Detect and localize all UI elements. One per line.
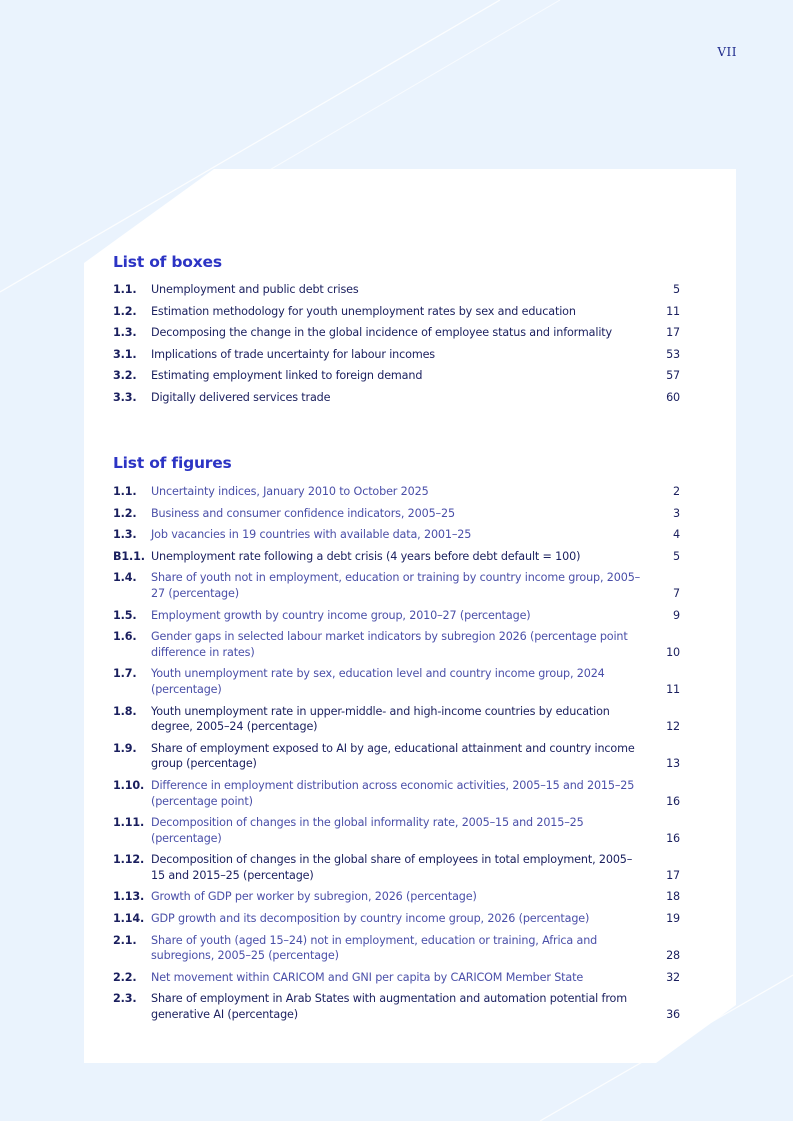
figures-entry[interactable] — [113, 908, 680, 930]
entry-page-number: 5 — [673, 283, 680, 296]
entry-page-number: 17 — [666, 868, 680, 882]
entry-number: 1.7. — [113, 667, 137, 681]
boxes-entry[interactable] — [113, 387, 680, 409]
boxes-entry[interactable] — [113, 301, 680, 323]
entry-page-number: 32 — [666, 970, 680, 984]
entry-title-link[interactable]: Share of employment in Arab States with augmentation and automation potential from generative AI (percentage) — [151, 992, 627, 1022]
entry-title-link[interactable]: Decomposing the change in the global incidence of employee status and informality — [151, 326, 613, 340]
entry-number: 3.3. — [113, 390, 137, 404]
entry-page-number: 5 — [673, 549, 680, 563]
entry-page-number: 10 — [666, 645, 680, 659]
entry-title-link[interactable]: Share of youth not in employment, education or training by country income group, 2005–27 (percentage) — [151, 571, 641, 600]
entry-number: 1.2. — [113, 304, 137, 318]
entry-number: 1.3. — [113, 528, 137, 542]
figures-entry[interactable] — [113, 988, 680, 1025]
entry-title-link[interactable]: Business and consumer confidence indicators, 2005–25 — [151, 506, 455, 520]
figures-entry[interactable] — [113, 930, 680, 967]
figures-list — [113, 481, 680, 1026]
list-of-boxes-heading: List of boxes — [113, 253, 222, 271]
entry-number: B1.1. — [113, 549, 145, 563]
entry-number: 1.9. — [113, 741, 137, 755]
figures-entry[interactable] — [113, 775, 680, 812]
boxes-entry[interactable] — [113, 279, 680, 301]
entry-title-link[interactable]: Difference in employment distribution across economic activities, 2005–15 and 2015–25 (percentage point) — [151, 778, 635, 808]
entry-number: 1.4. — [113, 571, 137, 585]
entry-title-link[interactable]: Digitally delivered services trade — [151, 390, 331, 404]
entry-number: 1.1. — [113, 283, 137, 296]
figures-entry[interactable] — [113, 967, 680, 989]
entry-number: 1.13. — [113, 890, 145, 904]
entry-number: 3.2. — [113, 369, 137, 383]
figures-entry[interactable] — [113, 663, 680, 700]
entry-title-link[interactable]: Decomposition of changes in the global informality rate, 2005–15 and 2015–25 (percentage) — [151, 816, 584, 845]
boxes-entry[interactable] — [113, 322, 680, 344]
boxes-entry[interactable] — [113, 344, 680, 366]
entry-number: 1.5. — [113, 608, 137, 622]
entry-number: 1.8. — [113, 704, 137, 718]
entry-number: 1.12. — [113, 853, 145, 867]
entry-title-link[interactable]: Share of employment exposed to AI by age, educational attainment and country income group (percentage) — [151, 741, 635, 771]
entry-page-number: 17 — [666, 326, 680, 340]
entry-page-number: 7 — [673, 586, 680, 600]
entry-title-link[interactable]: Gender gaps in selected labour market indicators by subregion 2026 (percentage point difference in rates) — [151, 630, 628, 659]
entry-page-number: 18 — [666, 890, 680, 904]
figures-entry[interactable] — [113, 886, 680, 908]
entry-page-number: 28 — [666, 949, 680, 963]
entry-title-link[interactable]: Unemployment rate following a debt crisis (4 years before debt default = 100) — [151, 549, 581, 563]
figures-entry[interactable] — [113, 605, 680, 627]
figures-entry[interactable] — [113, 481, 680, 503]
entry-title-link[interactable]: Share of youth (aged 15–24) not in employment, education or training, Africa and subregions, 2005–25 (percentage) — [151, 933, 598, 963]
entry-number: 1.10. — [113, 778, 145, 792]
entry-page-number: 11 — [666, 682, 680, 696]
entry-title-link[interactable]: Estimating employment linked to foreign demand — [151, 369, 423, 383]
figures-entry[interactable] — [113, 503, 680, 525]
entry-title-link[interactable]: Employment growth by country income group, 2010–27 (percentage) — [151, 608, 531, 622]
entry-page-number: 12 — [666, 720, 680, 734]
entry-title-link[interactable]: Youth unemployment rate in upper-middle- and high-income countries by education degree, 2005–24 (percentage) — [151, 704, 610, 734]
entry-page-number: 36 — [666, 1008, 680, 1022]
entry-page-number: 13 — [666, 757, 680, 771]
figures-entry[interactable] — [113, 567, 680, 604]
entry-title-link[interactable]: Job vacancies in 19 countries with available data, 2001–25 — [151, 528, 472, 542]
entry-page-number: 4 — [673, 528, 680, 542]
entry-number: 1.6. — [113, 630, 137, 644]
figures-entry[interactable] — [113, 626, 680, 663]
entry-number: 2.2. — [113, 970, 137, 984]
entry-page-number: 53 — [666, 347, 680, 361]
entry-title-link[interactable]: Decomposition of changes in the global share of employees in total employment, 2005–15 and 2015–25 (percentage) — [151, 853, 633, 882]
entry-number: 1.2. — [113, 506, 137, 520]
entry-page-number: 9 — [673, 608, 680, 622]
page-number: VII — [717, 45, 737, 59]
entry-title-link[interactable]: Estimation methodology for youth unemployment rates by sex and education — [151, 304, 576, 318]
figures-entry[interactable] — [113, 701, 680, 738]
figures-entry[interactable] — [113, 812, 680, 849]
boxes-entry[interactable] — [113, 365, 680, 387]
entry-number: 2.3. — [113, 992, 137, 1006]
entry-title-link[interactable]: GDP growth and its decomposition by country income group, 2026 (percentage) — [151, 912, 590, 926]
entry-page-number: 57 — [666, 369, 680, 383]
entry-number: 3.1. — [113, 347, 137, 361]
figures-entry[interactable] — [113, 546, 680, 568]
entry-number: 1.1. — [113, 485, 137, 498]
boxes-list — [113, 279, 680, 409]
figures-entry[interactable] — [113, 738, 680, 775]
entry-title-link[interactable]: Uncertainty indices, January 2010 to October 2025 — [151, 485, 429, 498]
entry-page-number: 11 — [666, 304, 680, 318]
entry-page-number: 16 — [666, 831, 680, 845]
entry-title-link[interactable]: Youth unemployment rate by sex, education level and country income group, 2024 (percentage) — [151, 667, 605, 696]
entry-page-number: 16 — [666, 794, 680, 808]
list-of-figures-heading: List of figures — [113, 454, 232, 472]
figures-entry[interactable] — [113, 524, 680, 546]
entry-number: 2.1. — [113, 933, 137, 947]
figures-entry[interactable] — [113, 849, 680, 886]
entry-title-link[interactable]: Net movement within CARICOM and GNI per capita by CARICOM Member State — [151, 970, 584, 984]
entry-title-link[interactable]: Growth of GDP per worker by subregion, 2026 (percentage) — [151, 890, 477, 904]
entry-number: 1.11. — [113, 816, 145, 830]
entry-title-link[interactable]: Unemployment and public debt crises — [151, 283, 359, 296]
entry-number: 1.3. — [113, 326, 137, 340]
entry-page-number: 60 — [666, 390, 680, 404]
entry-title-link[interactable]: Implications of trade uncertainty for labour incomes — [151, 347, 435, 361]
entry-page-number: 2 — [673, 485, 680, 498]
entry-number: 1.14. — [113, 912, 145, 926]
entry-page-number: 19 — [666, 912, 680, 926]
entry-page-number: 3 — [673, 506, 680, 520]
